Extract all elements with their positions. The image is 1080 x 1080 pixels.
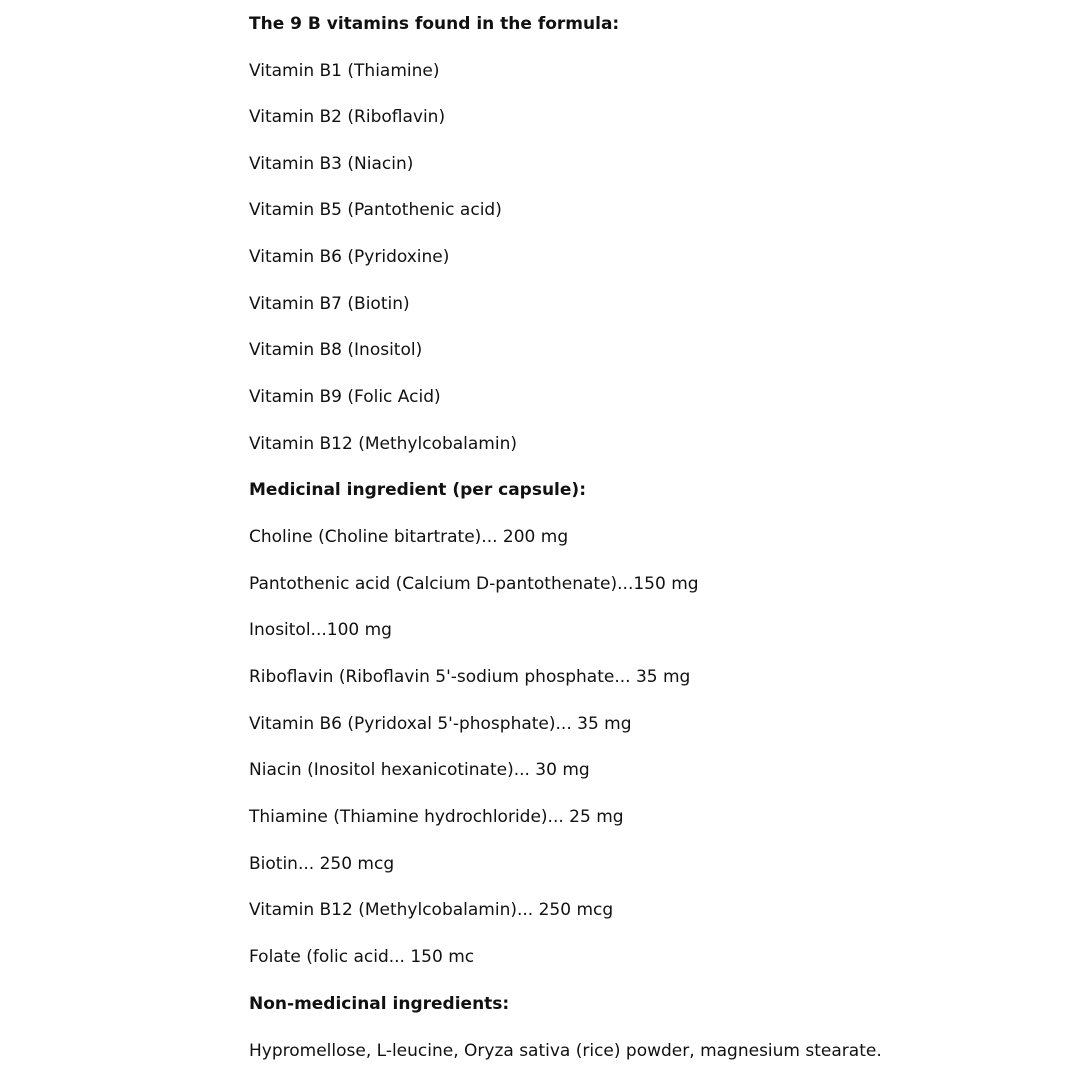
- vitamin-item: Vitamin B7 (Biotin): [249, 294, 410, 314]
- vitamin-item: Vitamin B8 (Inositol): [249, 340, 423, 360]
- non-medicinal-heading: Non-medicinal ingredients:: [249, 994, 510, 1014]
- vitamin-item: Vitamin B9 (Folic Acid): [249, 387, 441, 407]
- medicinal-ingredient-item: Choline (Choline bitartrate)... 200 mg: [249, 527, 569, 547]
- non-medicinal-ingredients-text: Hypromellose, L-leucine, Oryza sativa (rice) powder, magnesium stearate.: [249, 1041, 882, 1061]
- vitamin-item: Vitamin B3 (Niacin): [249, 154, 414, 174]
- medicinal-ingredient-item: Niacin (Inositol hexanicotinate)... 30 mg: [249, 760, 590, 780]
- vitamin-item: Vitamin B5 (Pantothenic acid): [249, 200, 502, 220]
- medicinal-ingredient-item: Inositol...100 mg: [249, 620, 392, 640]
- medicinal-heading: Medicinal ingredient (per capsule):: [249, 480, 586, 500]
- vitamin-item: Vitamin B12 (Methylcobalamin): [249, 434, 517, 454]
- medicinal-ingredient-item: Biotin... 250 mcg: [249, 854, 395, 874]
- medicinal-ingredient-item: Folate (folic acid... 150 mc: [249, 947, 475, 967]
- medicinal-ingredient-item: Pantothenic acid (Calcium D-pantothenate)...150 mg: [249, 574, 699, 594]
- vitamin-item: Vitamin B6 (Pyridoxine): [249, 247, 450, 267]
- medicinal-ingredient-item: Thiamine (Thiamine hydrochloride)... 25 mg: [249, 807, 624, 827]
- vitamin-item: Vitamin B2 (Riboflavin): [249, 107, 446, 127]
- medicinal-ingredient-item: Riboflavin (Riboflavin 5'-sodium phosphate... 35 mg: [249, 667, 691, 687]
- medicinal-ingredient-item: Vitamin B12 (Methylcobalamin)... 250 mcg: [249, 900, 614, 920]
- vitamins-heading: The 9 B vitamins found in the formula:: [249, 14, 620, 34]
- medicinal-ingredient-item: Vitamin B6 (Pyridoxal 5'-phosphate)... 35 mg: [249, 714, 632, 734]
- vitamin-item: Vitamin B1 (Thiamine): [249, 61, 440, 81]
